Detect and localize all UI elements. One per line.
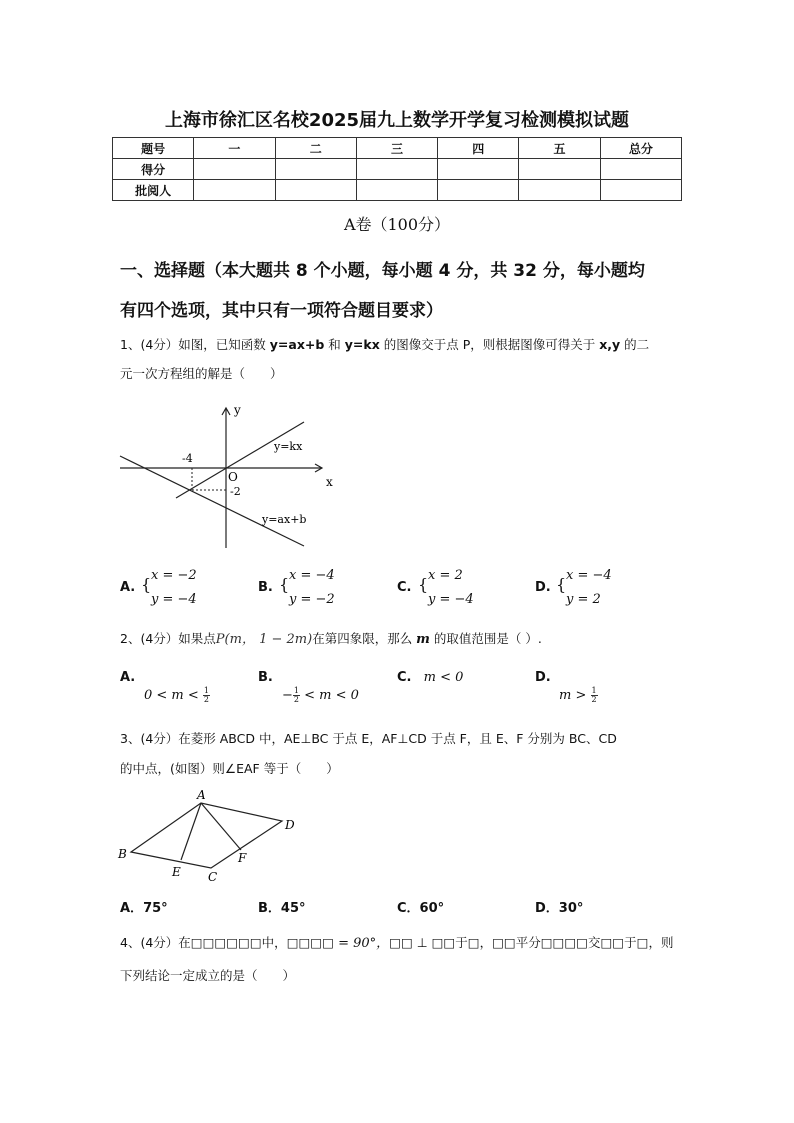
q2-option-b-den: 2 (293, 695, 299, 704)
q2-option-c-expr: m < 0 (423, 670, 464, 685)
q1-graph-figure (116, 398, 346, 553)
q1-suffix: 的二 (620, 337, 650, 352)
q2-option-b-right: < m < 0 (304, 688, 359, 703)
q3-label-c: C (208, 870, 218, 884)
q4-missing-glyphs: □□ (389, 935, 413, 950)
q1-option-d-system (566, 564, 612, 612)
q2-option-a-num: 1 (203, 686, 210, 695)
part1-heading-line1: 一、选择题（本大题共 8 个小题，每小题 4 分，共 32 分，每小题均 (120, 261, 645, 281)
q4-eq: = 90°， (333, 936, 390, 951)
q1-axis-x-label: x (326, 475, 333, 489)
q2-option-d-left: m > (559, 688, 587, 703)
q3-label-d: D (285, 818, 295, 832)
q4-text: 于 (455, 935, 468, 950)
score-cell (600, 180, 681, 201)
q2-var: m (416, 632, 430, 647)
q3-option-c-text: 60° (419, 901, 445, 916)
q1-origin-label: O (228, 470, 238, 484)
q1-option-c-y: y = −4 (428, 592, 474, 607)
q4-text: ，则 (648, 935, 674, 950)
q4-text: 于 (624, 935, 637, 950)
q3-rhombus-figure (114, 788, 314, 886)
q3-option-d[interactable] (535, 897, 583, 916)
q1-option-c[interactable] (397, 580, 411, 595)
q1-option-d-y: y = 2 (566, 592, 601, 607)
q1-option-c-system (428, 564, 474, 612)
q1-option-b-brace-icon: { (279, 575, 290, 594)
q1-vars: x,y (599, 337, 621, 352)
q2-option-d-fraction (591, 687, 598, 704)
q4-missing-glyphs: □□□□□□ (190, 935, 262, 950)
q3-option-d-label: D． (535, 901, 559, 916)
score-table-row (113, 159, 682, 180)
q3-label-f: F (238, 851, 247, 865)
score-cell (194, 180, 275, 201)
q4-missing-glyphs: □□ (431, 935, 456, 950)
q1-label-kx: y=kx (274, 440, 303, 453)
q3-option-c-label: C． (397, 901, 420, 916)
q1-option-a-system (151, 564, 197, 612)
part1-heading-line2: 有四个选项，其中只有一项符合题目要求） (120, 301, 443, 321)
q2-point: P(m， 1 − 2m) (215, 632, 313, 647)
q2-suffix-a: 在第四象限，那么 (312, 631, 417, 646)
q3-option-d-text: 30° (558, 901, 584, 916)
q2-suffix-b: 的取值范围是（ ）. (429, 631, 542, 646)
q1-option-a-label: A. (120, 580, 136, 595)
score-header-cell: 题号 (113, 138, 194, 159)
q2-option-b-num: 1 (293, 686, 299, 695)
score-row-label: 批阅人 (113, 180, 194, 201)
q1-option-d-label: D. (535, 580, 551, 595)
q4-stem-line2: 下列结论一定成立的是（ ） (120, 968, 296, 983)
q1-option-c-x: x = 2 (428, 568, 463, 583)
q1-option-a-y: y = −4 (151, 592, 197, 607)
q1-option-d-x: x = −4 (566, 568, 612, 583)
q2-option-b-label: B. (258, 670, 273, 685)
q3-stem-line2: 的中点，(如图）则∠EAF 等于（ ） (120, 761, 339, 776)
q3-label-e: E (172, 865, 181, 879)
score-cell (356, 180, 437, 201)
q3-segment-ae (181, 803, 201, 860)
q1-stem-line1 (120, 335, 685, 355)
score-cell (275, 159, 356, 180)
q4-prefix: 4、(4分）在 (120, 935, 191, 950)
q1-option-c-brace-icon: { (418, 575, 429, 594)
section-a-title: A卷（100分） (343, 215, 451, 234)
q2-option-d-num: 1 (591, 686, 597, 695)
q2-option-d-expr (559, 687, 598, 704)
q2-option-b[interactable] (258, 670, 359, 704)
q1-option-d[interactable] (535, 580, 551, 595)
q2-prefix: 2、(4分）如果点 (120, 631, 216, 646)
q3-option-b-text: 45° (280, 901, 306, 916)
q1-option-b-y: y = −2 (289, 592, 335, 607)
score-cell (438, 180, 519, 201)
q3-option-a-text: 75° (143, 901, 168, 916)
q2-option-c[interactable] (397, 670, 463, 685)
q2-option-d-den: 2 (591, 695, 597, 704)
q3-option-b[interactable] (258, 897, 306, 916)
q4-text: ， (479, 935, 493, 950)
q4-text: 中， (261, 935, 287, 950)
q4-stem-line1 (120, 933, 685, 954)
score-header-cell: 四 (438, 138, 519, 159)
q2-option-d-label: D. (535, 670, 551, 685)
q1-option-b-system (289, 564, 335, 612)
score-table-row (113, 180, 682, 201)
q2-option-b-left: − (282, 688, 293, 703)
score-cell (194, 159, 275, 180)
q4-missing-glyphs: □ (467, 935, 480, 950)
q1-label-axb: y=ax+b (262, 513, 307, 526)
score-row-label: 得分 (113, 159, 194, 180)
q1-func2: y=kx (344, 337, 380, 352)
q2-option-d[interactable] (535, 670, 598, 704)
q4-missing-glyphs: □□□□ (286, 935, 334, 950)
score-table-header-row (113, 138, 682, 159)
q1-option-a-brace-icon: { (141, 575, 152, 594)
q4-missing-glyphs: □ (636, 935, 649, 950)
exam-title: 上海市徐汇区名校2025届九上数学开学复习检测模拟试题 (164, 110, 630, 131)
q2-option-a[interactable] (120, 670, 210, 704)
score-cell (275, 180, 356, 201)
q4-perp: ⊥ (412, 935, 432, 950)
q3-label-a: A (197, 788, 206, 802)
q1-prefix: 1、(4分）如图，已知函数 (120, 337, 270, 352)
q2-option-b-fraction (293, 687, 300, 704)
q2-option-a-label: A. (120, 670, 136, 685)
score-cell (519, 159, 600, 180)
score-cell (356, 159, 437, 180)
q1-option-a[interactable] (120, 580, 135, 595)
q1-option-d-brace-icon: { (556, 575, 567, 594)
q3-option-a-label: A． (120, 901, 144, 916)
q1-tick-x-label: -4 (182, 452, 193, 465)
q1-option-c-label: C. (397, 580, 412, 595)
q1-axis-y-label: y (234, 403, 241, 417)
q3-stem-line1: 3、(4分）在菱形 ABCD 中，AE⊥BC 于点 E，AF⊥CD 于点 F，且 E、F 分别为 BC、CD (120, 731, 617, 746)
q2-option-a-left: 0 < m < (144, 688, 199, 703)
q3-option-a[interactable] (120, 897, 168, 916)
score-cell (600, 159, 681, 180)
q1-option-b-label: B. (258, 580, 273, 595)
score-header-cell: 三 (356, 138, 437, 159)
q4-missing-glyphs: □□ (600, 935, 625, 950)
q1-mid1: 和 (324, 337, 345, 352)
score-cell (519, 180, 600, 201)
q1-stem-line2: 元一次方程组的解是（ ） (120, 366, 283, 381)
score-table (112, 137, 682, 201)
score-header-cell: 一 (194, 138, 275, 159)
score-header-cell: 二 (275, 138, 356, 159)
score-header-cell: 五 (519, 138, 600, 159)
q3-rhombus (131, 803, 282, 868)
q4-text: 交 (587, 935, 601, 950)
q4-text: 平分 (515, 935, 541, 950)
q1-option-b[interactable] (258, 580, 273, 595)
q1-tick-y-label: -2 (230, 485, 241, 498)
q4-missing-glyphs: □□ (492, 935, 516, 950)
q2-option-a-fraction (203, 687, 210, 704)
q1-func1: y=ax+b (269, 337, 325, 352)
q1-option-b-x: x = −4 (289, 568, 335, 583)
q2-option-b-expr (282, 687, 359, 704)
q3-option-c[interactable] (397, 897, 444, 916)
q3-option-b-label: B． (258, 901, 281, 916)
q1-option-a-x: x = −2 (151, 568, 197, 583)
q1-line-axb (120, 456, 307, 546)
score-header-cell: 总分 (600, 138, 681, 159)
q1-mid2: 的图像交于点 P，则根据图像可得关于 (379, 337, 600, 352)
q4-missing-glyphs: □□□□ (540, 935, 588, 950)
q2-option-a-expr (144, 687, 210, 704)
q2-option-c-label: C. (397, 670, 412, 685)
score-cell (438, 159, 519, 180)
q2-stem (120, 629, 685, 650)
q3-label-b: B (118, 847, 127, 861)
q2-option-a-den: 2 (203, 695, 210, 704)
